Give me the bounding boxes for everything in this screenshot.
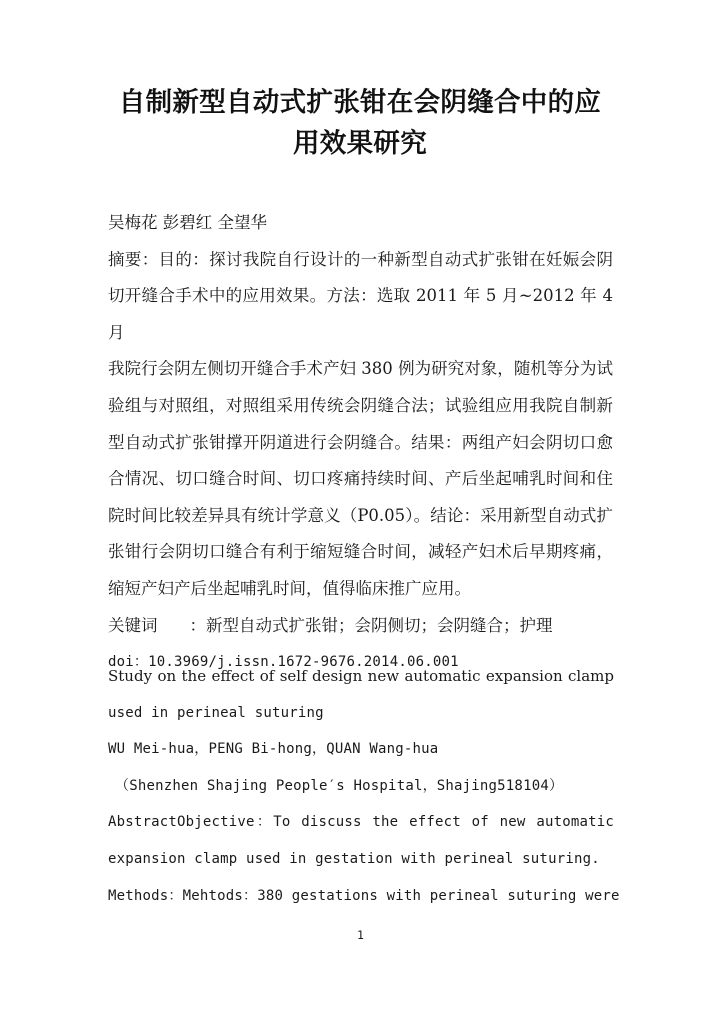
page-title: [108, 82, 612, 164]
abstract-cn-line: 我院行会阴左侧切开缝合手术产妇 380 例为研究对象，随机等分为试: [108, 359, 613, 379]
page-number: 1: [357, 928, 364, 942]
abstract-cn-line: 合情况、切口缝合时间、切口疼痛持续时间、产后坐起哺乳时间和住: [108, 469, 613, 489]
abstract-cn-line: 院时间比较差异具有统计学意义（P0.05）。结论：采用新型自动式扩: [108, 505, 613, 525]
title-en-line: Study on the effect of self design new automatic expansion clamp: [108, 667, 614, 685]
abstract-cn-line: 型自动式扩张钳撑开阴道进行会阴缝合。结果：两组产妇会阴切口愈: [108, 432, 613, 452]
abstract-cn-line: 验组与对照组，对照组采用传统会阴缝合法；试验组应用我院自制新: [108, 395, 613, 415]
abstract-cn-line: 摘要：目的：探讨我院自行设计的一种新型自动式扩张钳在妊娠会阴: [108, 249, 613, 269]
abstract-en-line: Methods：Mehtods：380 gestations with perineal suturing were: [108, 887, 620, 904]
english-content-block: [108, 658, 620, 914]
chinese-content-block: [108, 205, 613, 681]
keywords-value: ：新型自动式扩张钳；会阴侧切；会阴缝合；护理: [189, 615, 553, 635]
abstract-en-line: expansion clamp used in gestation with perineal suturing.: [108, 850, 600, 867]
keywords-label: 关键词: [108, 615, 158, 635]
abstract-en-line: AbstractObjective：To discuss the effect of new automatic: [108, 814, 614, 831]
keywords-line: [108, 608, 613, 645]
doi-line: doi：10.3969/j.issn.1672-9676.2014.06.001: [108, 654, 459, 671]
affiliation-english: （Shenzhen Shajing People′s Hospital，Shajing518104）: [115, 777, 564, 794]
title-line-2: 用效果研究: [293, 128, 427, 159]
abstract-cn-line: 张钳行会阴切口缝合有利于缩短缝合时间，减轻产妇术后早期疼痛，: [108, 542, 613, 562]
authors-english: WU Mei-hua，PENG Bi-hong，QUAN Wang-hua: [108, 741, 439, 758]
abstract-cn-line: 缩短产妇产后坐起哺乳时间，值得临床推广应用。: [108, 578, 471, 598]
authors-chinese: 吴梅花 彭碧红 全望华: [108, 213, 267, 232]
title-en-line: used in perineal suturing: [108, 704, 324, 721]
title-line-1: 自制新型自动式扩张钳在会阴缝合中的应: [118, 87, 602, 118]
abstract-cn-line: 切开缝合手术中的应用效果。方法：选取 2011 年 5 月~2012 年 4 月: [108, 286, 613, 342]
